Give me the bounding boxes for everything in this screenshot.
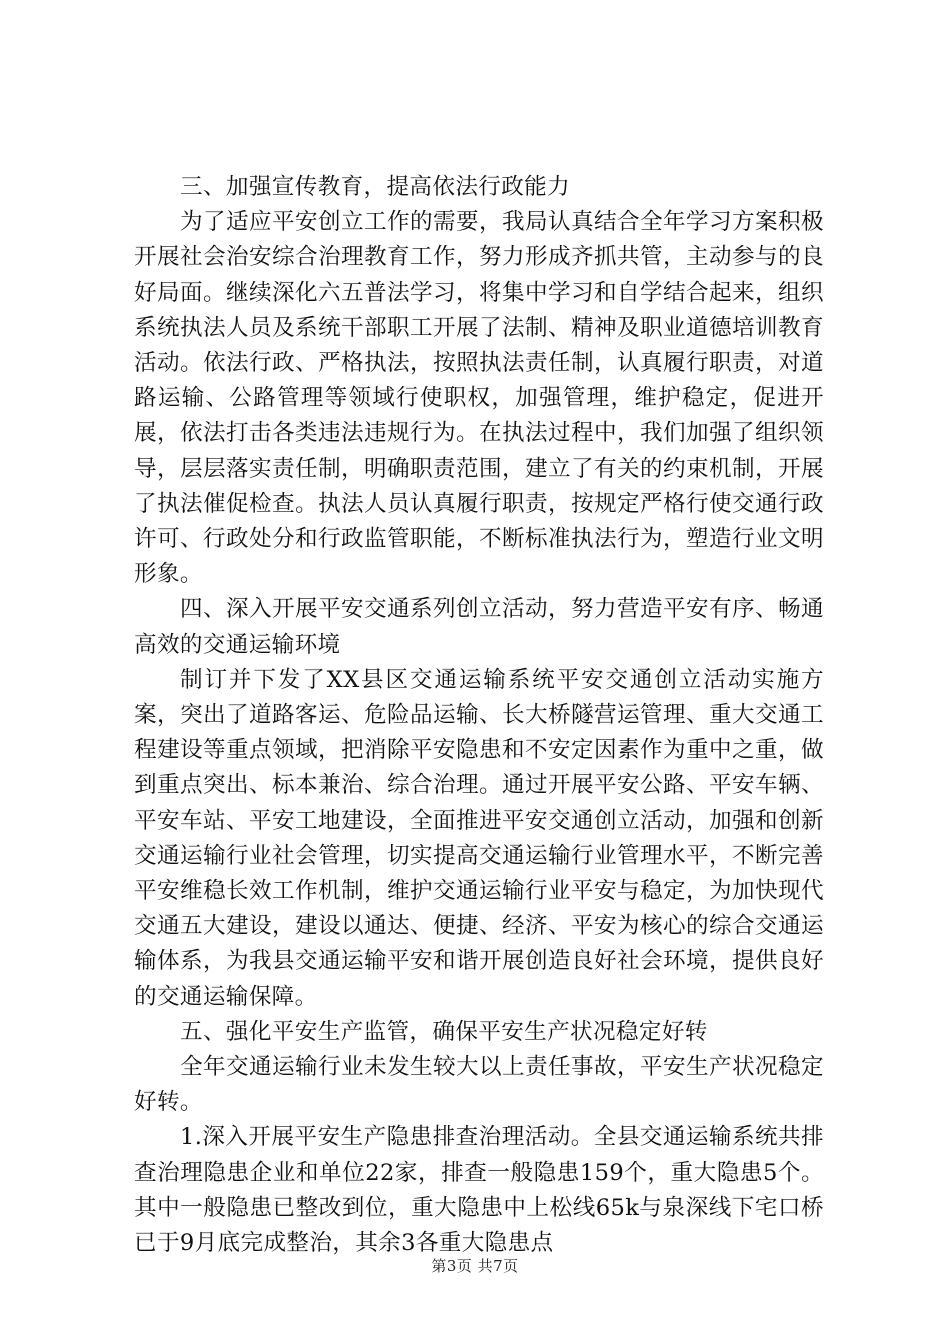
page-number-footer: 第3页 共7页 xyxy=(431,1257,519,1275)
paragraph: 为了适应平安创立工作的需要，我局认真结合全年学习方案积极开展社会治安综合治理教育工作，努力形成齐抓共管，主动参与的良好局面。继续深化六五普法学习，将集中学习和自学结合起来，组织系统执法人员及系统干部职工开展了法制、精神及职业道德培训教育活动。依法行政、严格执法，按照执法责任制，认真履行职责，对道路运输、公路管理等领域行使职权，加强管理，维护稳定，促进开展，依法打击各类违法违规行为。在执法过程中，我们加强了组织领导，层层落实责任制，明确职责范围，建立了有关的约束机制，开展了执法催促检查。执法人员认真履行职责，按规定严格行使交通行政许可、行政处分和行政监管职能，不断标准执法行为，塑造行业文明形象。 xyxy=(134,209,824,588)
paragraph: 1.深入开展平安生产隐患排查治理活动。全县交通运输系统共排查治理隐患企业和单位22家，排查一般隐患159个，重大隐患5个。其中一般隐患已整改到位，重大隐患中上松线65k与泉深线下宅口桥已于9月底完成整治，其余3各重大隐患点 xyxy=(134,1124,824,1257)
document-body xyxy=(134,170,824,1261)
paragraph: 全年交通运输行业未发生较大以上责任事故，平安生产状况稳定好转。 xyxy=(134,1054,824,1116)
section-heading-3: 三、加强宣传教育，提高依法行政能力 xyxy=(180,174,571,200)
paragraph: 制订并下发了XX县区交通运输系统平安交通创立活动实施方案，突出了道路客运、危险品运输、长大桥隧营运管理、重大交通工程建设等重点领域，把消除平安隐患和不安定因素作为重中之重，做到重点突出、标本兼治、综合治理。通过开展平安公路、平安车辆、平安车站、平安工地建设，全面推进平安交通创立活动，加强和创新交通运输行业社会管理，切实提高交通运输行业管理水平，不断完善平安维稳长效工作机制，维护交通运输行业平安与稳定，为加快现代交通五大建设，建设以通达、便捷、经济、平安为核心的综合交通运输体系，为我县交通运输平安和谐开展创造良好社会环境，提供良好的交通运输保障。 xyxy=(134,666,824,1010)
section-heading-4: 四、深入开展平安交通系列创立活动，努力营造平安有序、畅通高效的交通运输环境 xyxy=(134,596,824,658)
section-heading-5: 五、强化平安生产监管，确保平安生产状况稳定好转 xyxy=(180,1018,708,1045)
